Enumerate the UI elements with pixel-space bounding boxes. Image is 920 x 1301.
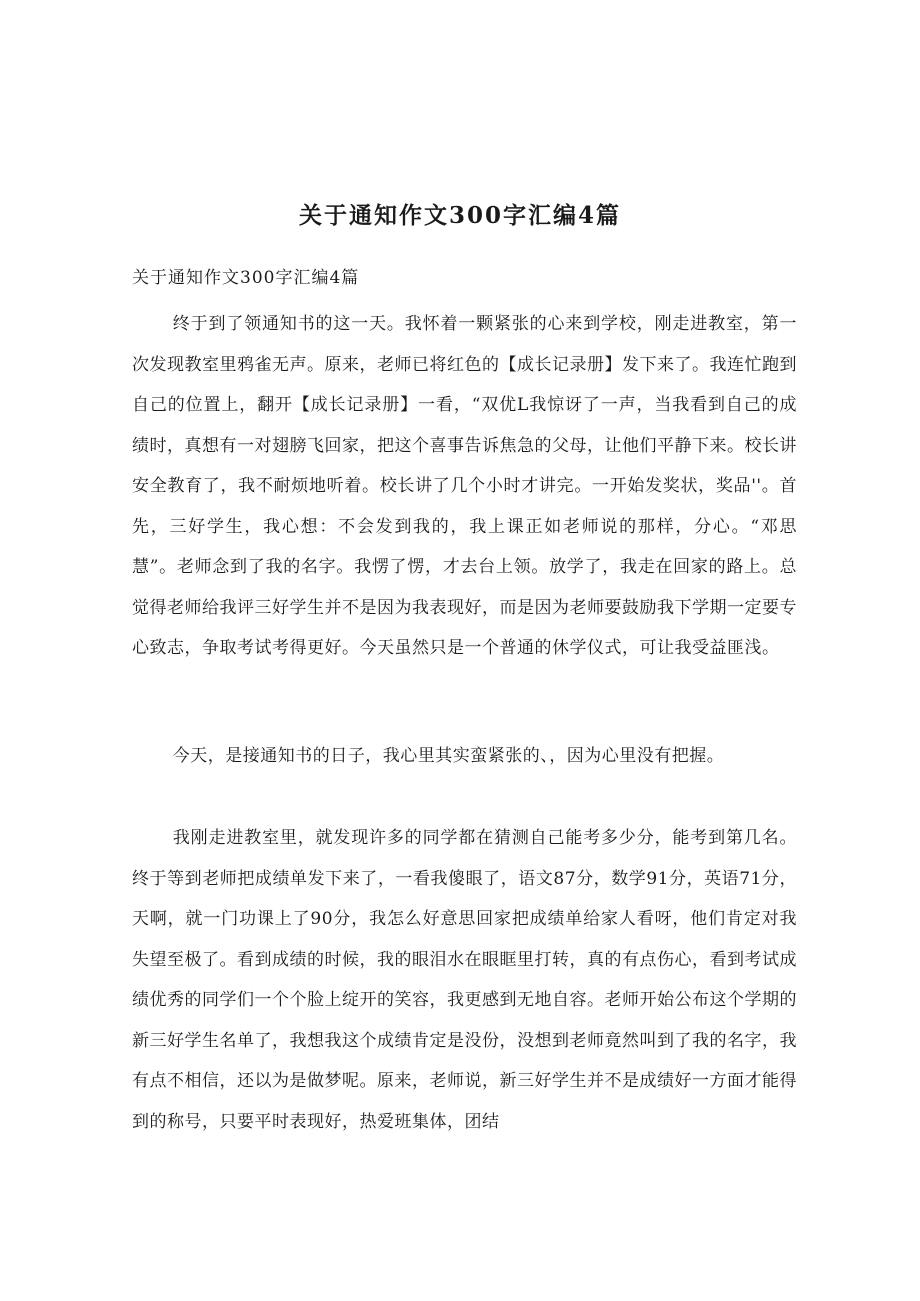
body-paragraph: 我刚走进教室里，就发现许多的同学都在猜测自己能考多少分，能考到第几名。终于等到老师把成绩单发下来了，一看我傻眼了，语文87分，数学91分，英语71分，天啊，就一门功课上了90分，我怎么好意思回家把成绩单给家人看呀，他们肯定对我失望至极了。看到成绩的时候，我的眼泪水在眼眶里打转，真的有点伤心，看到考试成绩优秀的同学们一个个脸上绽开的笑容，我更感到无地自容。老师开始公布这个学期的新三好学生名单了，我想我这个成绩肯定是没份，没想到老师竟然叫到了我的名字，我有点不相信，还以为是做梦呢。原来，老师说，新三好学生并不是成绩好一方面才能得到的称号，只要平时表现好，热爱班集体，团结: [132, 828, 797, 1132]
body-paragraph: 今天，是接通知书的日子，我心里其实蛮紧张的、，因为心里没有把握。: [172, 746, 725, 766]
document-subtitle: 关于通知作文300字汇编4篇: [132, 268, 360, 288]
body-paragraph: 终于到了领通知书的这一天。我怀着一颗紧张的心来到学校，刚走进教室，第一次发现教室里鸦雀无声。原来，老师已将红色的【成长记录册】发下来了。我连忙跑到自己的位置上，翻开【成长记录册】一看，“双优L我惊讶了一声，当我看到自己的成绩时，真想有一对翅膀飞回家，把这个喜事告诉焦急的父母，让他们平静下来。校长讲安全教育了，我不耐烦地听着。校长讲了几个小时才讲完。一开始发奖状，奖品''。首先，三好学生，我心想：不会发到我的，我上课正如老师说的那样，分心。“邓思慧”。老师念到了我的名字。我愣了愣，才去台上领。放学了，我走在回家的路上。总觉得老师给我评三好学生并不是因为我表现好，而是因为老师要鼓励我下学期一定要专心致志，争取考试考得更好。今天虽然只是一个普通的休学仪式，可让我受益匪浅。: [132, 314, 797, 658]
document-title: 关于通知作文300字汇编4篇: [298, 202, 621, 229]
